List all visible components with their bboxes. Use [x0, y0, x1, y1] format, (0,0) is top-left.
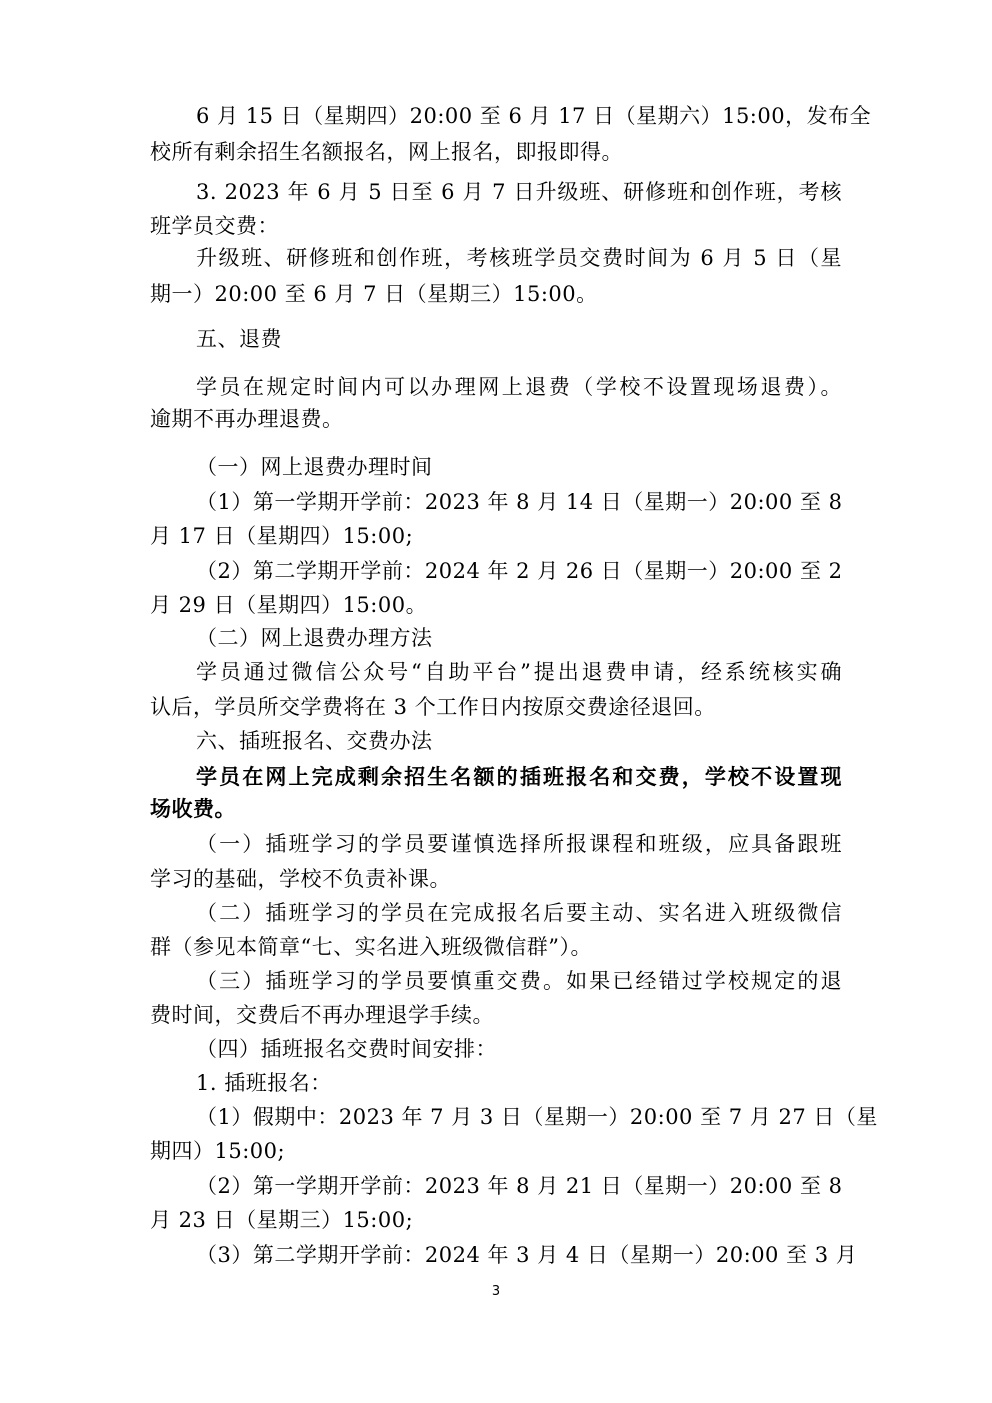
- text-line: 期一）20:00 至 6 月 7 日（星期三）15:00。: [150, 282, 598, 306]
- bold-text-line: 场收费。: [150, 797, 236, 821]
- text-line: 学员在规定时间内可以办理网上退费（学校不设置现场退费）。: [196, 375, 842, 399]
- text-line: （2）第二学期开学前：2024 年 2 月 26 日（星期一）20:00 至 2: [196, 559, 843, 583]
- section-heading: 六、插班报名、交费办法: [196, 729, 433, 753]
- text-line: 月 29 日（星期四）15:00。: [150, 593, 428, 617]
- text-line: 月 23 日（星期三）15:00;: [150, 1208, 414, 1232]
- text-line: 班学员交费：: [150, 214, 279, 238]
- text-line: （1）第一学期开学前：2023 年 8 月 14 日（星期一）20:00 至 8: [196, 490, 843, 514]
- text-line: 3. 2023 年 6 月 5 日至 6 月 7 日升级班、研修班和创作班，考核: [196, 180, 842, 204]
- page-number: 3: [491, 1284, 501, 1299]
- text-line: 学习的基础，学校不负责补课。: [150, 867, 451, 891]
- text-line: 学员通过微信公众号“自助平台”提出退费申请，经系统核实确: [196, 660, 842, 684]
- text-line: 1. 插班报名：: [196, 1071, 332, 1095]
- text-line: 费时间，交费后不再办理退学手续。: [150, 1003, 494, 1027]
- text-line: （一）插班学习的学员要谨慎选择所报课程和班级，应具备跟班: [196, 832, 842, 856]
- subsection-heading: （一）网上退费办理时间: [196, 455, 433, 479]
- text-line: 逾期不再办理退费。: [150, 407, 344, 431]
- text-line: 认后，学员所交学费将在 3 个工作日内按原交费途径退回。: [150, 695, 716, 719]
- subsection-heading: （二）网上退费办理方法: [196, 626, 433, 650]
- text-line: 期四）15:00;: [150, 1139, 286, 1163]
- text-line: 月 17 日（星期四）15:00;: [150, 524, 414, 548]
- text-line: 校所有剩余招生名额报名，网上报名，即报即得。: [150, 140, 623, 164]
- text-line: （1）假期中：2023 年 7 月 3 日（星期一）20:00 至 7 月 27 日（星: [196, 1105, 878, 1129]
- text-line: （四）插班报名交费时间安排：: [196, 1037, 497, 1061]
- text-line: （三）插班学习的学员要慎重交费。如果已经错过学校规定的退: [196, 969, 842, 993]
- text-line: 升级班、研修班和创作班，考核班学员交费时间为 6 月 5 日（星: [196, 246, 842, 270]
- text-line: （3）第二学期开学前：2024 年 3 月 4 日（星期一）20:00 至 3 月: [196, 1243, 858, 1267]
- text-line: 群（参见本简章“七、实名进入班级微信群”）。: [150, 935, 592, 959]
- bold-text-line: 学员在网上完成剩余招生名额的插班报名和交费，学校不设置现: [196, 765, 842, 789]
- text-line: （2）第一学期开学前：2023 年 8 月 21 日（星期一）20:00 至 8: [196, 1174, 843, 1198]
- section-heading: 五、退费: [196, 327, 282, 351]
- text-line: 6 月 15 日（星期四）20:00 至 6 月 17 日（星期六）15:00，发布全: [196, 104, 872, 128]
- text-line: （二）插班学习的学员在完成报名后要主动、实名进入班级微信: [196, 901, 842, 925]
